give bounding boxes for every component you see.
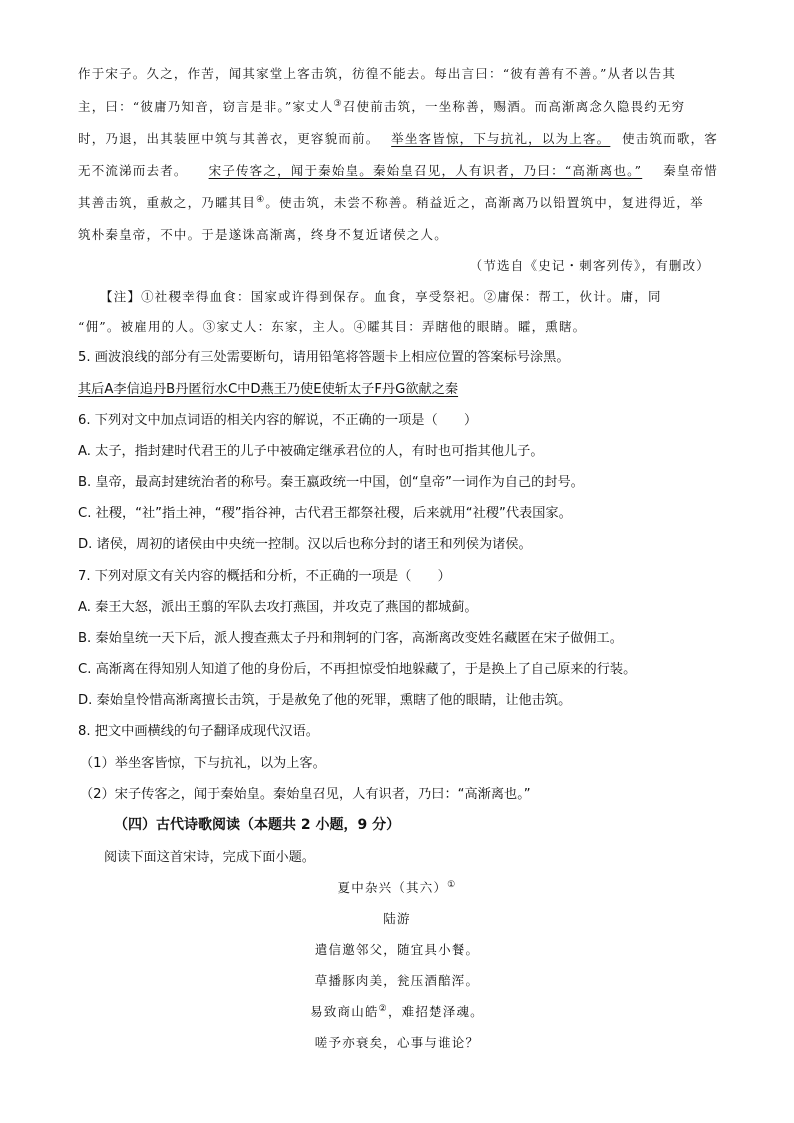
passage-line-2: 主，曰：“彼庸乃知音，窃言是非。”家丈人③召使前击筑，一坐称善，赐酒。而高渐离念久隐畏约无穷	[78, 99, 686, 114]
translation-sentence-1: 举坐客皆惊，下与抗礼，以为上客。	[391, 131, 611, 146]
passage-notes-line-1: 【注】①社稷幸得血食：国家或许得到保存。血食，享受祭祀。②庸保：帮工，伙计。庸，同	[100, 289, 662, 304]
question-7-option-a: A. 秦王大怒，派出王翦的军队去攻打燕国，并攻克了燕国的都城蓟。	[78, 600, 478, 615]
section-4-instruction: 阅读下面这首宋诗，完成下面小题。	[104, 850, 315, 865]
question-7-option-d: D. 秦始皇怜惜高渐离擅长击筑，于是赦免了他的死罪，熏瞎了他的眼睛，让他击筑。	[78, 693, 572, 708]
wavy-underlined-text: 其后A李信追丹B丹匿衍水C中D燕王乃使E使斩太子F丹G欲献之秦	[78, 382, 459, 397]
question-8-stem: 8. 把文中画横线的句子翻译成现代汉语。	[78, 724, 319, 739]
question-7-stem: 7. 下列对原文有关内容的概括和分析，不正确的一项是（ ）	[78, 569, 451, 584]
passage-line-3: 时，乃退，出其装匣中筑与其善衣，更容貌而前。 举坐客皆惊，下与抗礼，以为上客。 使击筑而歌，客	[78, 131, 718, 146]
footnote-mark-2: ②	[378, 1004, 388, 1014]
question-6-option-a: A. 太子，指封建时代君王的儿子中被确定继承君位的人，有时也可指其他儿子。	[78, 444, 544, 459]
question-5-stem: 5. 画波浪线的部分有三处需要断句，请用铅笔将答题卡上相应位置的答案标号涂黑。	[78, 350, 570, 365]
question-5-text	[78, 378, 458, 397]
poem-line-2: 草播豚肉美，瓮压酒醅浑。	[314, 973, 480, 988]
poem-author: 陆游	[383, 911, 411, 926]
question-8-item-1: （1）举坐客皆惊，下与抗礼，以为上客。	[80, 756, 326, 771]
poem-line-1: 遣信邀邻父，随宜具小餐。	[314, 942, 480, 957]
footnote-mark-4: ④	[256, 195, 266, 205]
section-4-heading: （四）古代诗歌阅读（本题共 2 小题，9 分）	[114, 817, 401, 833]
passage-line-4: 无不流涕而去者。 宋子传客之，闻于秦始皇。秦始皇召见，人有识者，乃曰：“高渐离也。” 秦皇帝惜	[78, 163, 718, 178]
poem-line-4: 嗟予亦衰矣，心事与谁论？	[314, 1035, 480, 1050]
question-8-item-2: （2）宋子传客之，闻于秦始皇。秦始皇召见，人有识者，乃曰：“高渐离也。”	[80, 787, 531, 802]
translation-sentence-2: 宋子传客之，闻于秦始皇。秦始皇召见，人有识者，乃曰：“高渐离也。”	[208, 163, 643, 178]
poem-line-3: 易致商山皓②，难招楚泽魂。	[310, 1004, 484, 1019]
passage-line-1: 作于宋子。久之，作苦，闻其家堂上客击筑，彷徨不能去。每出言曰：“彼有善有不善。”从者以告其	[78, 66, 677, 81]
poem-title: 夏中杂兴（其六）①	[337, 880, 457, 895]
passage-line-5: 其善击筑，重赦之，乃矐其目④。使击筑，未尝不称善。稍益近之，高渐离乃以铅置筑中，复进得近，举	[78, 195, 704, 210]
passage-line-6: 筑朴秦皇帝，不中。于是遂诛高渐离，终身不复近诸侯之人。	[78, 227, 448, 242]
question-6-stem: 6. 下列对文中加点词语的相关内容的解说，不正确的一项是（ ）	[78, 413, 478, 428]
passage-source: （节选自《史记・刺客列传》，有删改）	[469, 258, 710, 273]
footnote-mark-1: ①	[447, 880, 457, 890]
footnote-mark-3: ③	[333, 99, 343, 109]
question-6-option-d: D. 诸侯，周初的诸侯由中央统一控制。汉以后也称分封的诸王和列侯为诸侯。	[78, 537, 532, 552]
question-7-option-c: C. 高渐离在得知别人知道了他的身份后，不再担惊受怕地躲藏了，于是换上了自己原来的行装。	[78, 662, 637, 677]
passage-notes-line-2: “佣”。被雇用的人。③家丈人：东家，主人。④矐其目：弄瞎他的眼睛。矐，熏瞎。	[78, 319, 587, 334]
question-6-option-c: C. 社稷，“社”指土神，“稷”指谷神，古代君王都祭社稷，后来就用“社稷”代表国家。	[78, 506, 572, 521]
question-7-option-b: B. 秦始皇统一天下后，派人搜查燕太子丹和荆轲的门客，高渐离改变姓名藏匿在宋子做佣工。	[78, 631, 623, 646]
question-6-option-b: B. 皇帝，最高封建统治者的称号。秦王嬴政统一中国，创“皇帝”一词作为自己的封号。	[78, 475, 584, 490]
